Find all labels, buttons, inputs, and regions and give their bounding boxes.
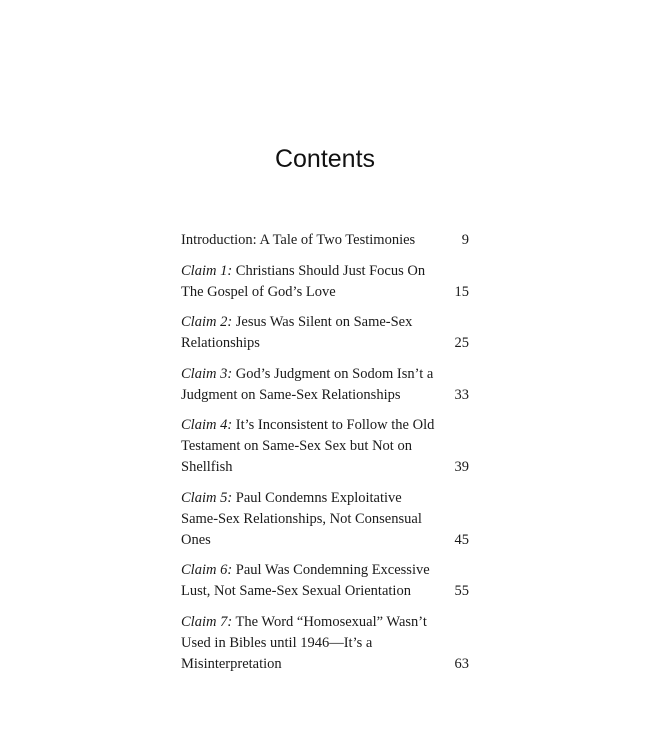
toc-entry-line <box>181 312 469 333</box>
toc-entry-line <box>181 415 469 436</box>
entry-title-text: Paul Was Condemning Excessive <box>232 562 430 578</box>
toc-entry-line <box>181 457 469 478</box>
entry-title-text: Paul Condemns Exploitative <box>232 489 402 506</box>
toc-entry-line <box>181 385 469 406</box>
toc-entry-line <box>181 509 469 530</box>
page-number: 63 <box>454 655 469 672</box>
entry-title-text: The Gospel of God’s Love <box>181 283 336 300</box>
claim-label: Claim 2: <box>181 314 233 330</box>
toc-entry-line <box>181 654 469 675</box>
page-number: 25 <box>454 335 469 351</box>
entry-title-text: The Word “Homosexual” Wasn’t <box>232 613 427 630</box>
claim-label: Claim 3: <box>181 365 233 382</box>
toc-entry-line <box>181 633 469 654</box>
toc-entry[interactable] <box>181 415 469 478</box>
page-number: 33 <box>454 386 469 403</box>
toc-entry[interactable] <box>181 230 469 251</box>
page-number: 39 <box>454 459 469 475</box>
entry-title-text: Used in Bibles until 1946—It’s a <box>181 634 373 651</box>
table-of-contents <box>181 230 469 684</box>
entry-title-text: Same-Sex Relationships, Not Consensual <box>181 510 422 527</box>
entry-title-text: It’s Inconsistent to Follow the Old <box>232 417 435 433</box>
toc-entry-line <box>181 282 469 303</box>
toc-entry[interactable] <box>181 612 469 675</box>
toc-entry[interactable] <box>181 488 469 551</box>
toc-entry-line <box>181 530 469 551</box>
claim-label: Claim 1: <box>181 262 233 279</box>
toc-entry-line <box>181 261 469 282</box>
toc-entry-line <box>181 364 469 385</box>
entry-title-text: Ones <box>181 531 211 548</box>
entry-title-text: Shellfish <box>181 459 233 475</box>
entry-title-text: Testament on Same-Sex Sex but Not on <box>181 438 412 454</box>
toc-entry-line <box>181 333 469 354</box>
toc-entry-line <box>181 230 469 251</box>
page-number: 45 <box>454 531 469 548</box>
claim-label: Claim 4: <box>181 417 233 433</box>
toc-entry[interactable] <box>181 364 469 406</box>
page-number: 15 <box>454 283 469 300</box>
page-number: 55 <box>454 583 469 599</box>
claim-label: Claim 6: <box>181 562 233 578</box>
entry-title-text: Lust, Not Same-Sex Sexual Orientation <box>181 583 411 599</box>
toc-entry[interactable] <box>181 560 469 602</box>
entry-title-text: Christians Should Just Focus On <box>232 262 426 279</box>
toc-entry-line <box>181 436 469 457</box>
toc-entry[interactable] <box>181 261 469 303</box>
page-title: Contents <box>274 145 376 173</box>
entry-title-text: Jesus Was Silent on Same-Sex <box>232 314 413 330</box>
toc-entry[interactable] <box>181 312 469 354</box>
entry-title-text: Misinterpretation <box>181 655 282 672</box>
entry-title-text: Introduction: A Tale of Two Testimonies <box>181 232 416 248</box>
toc-entry-line <box>181 488 469 509</box>
entry-title-text: Relationships <box>181 335 260 351</box>
toc-entry-line <box>181 560 469 581</box>
claim-label: Claim 7: <box>181 613 233 630</box>
toc-entry-line <box>181 581 469 602</box>
claim-label: Claim 5: <box>181 489 233 506</box>
entry-title-text: Judgment on Same-Sex Relationships <box>181 386 401 403</box>
entry-title-text: God’s Judgment on Sodom Isn’t a <box>232 365 434 382</box>
page-number: 9 <box>461 232 469 248</box>
toc-entry-line <box>181 612 469 633</box>
